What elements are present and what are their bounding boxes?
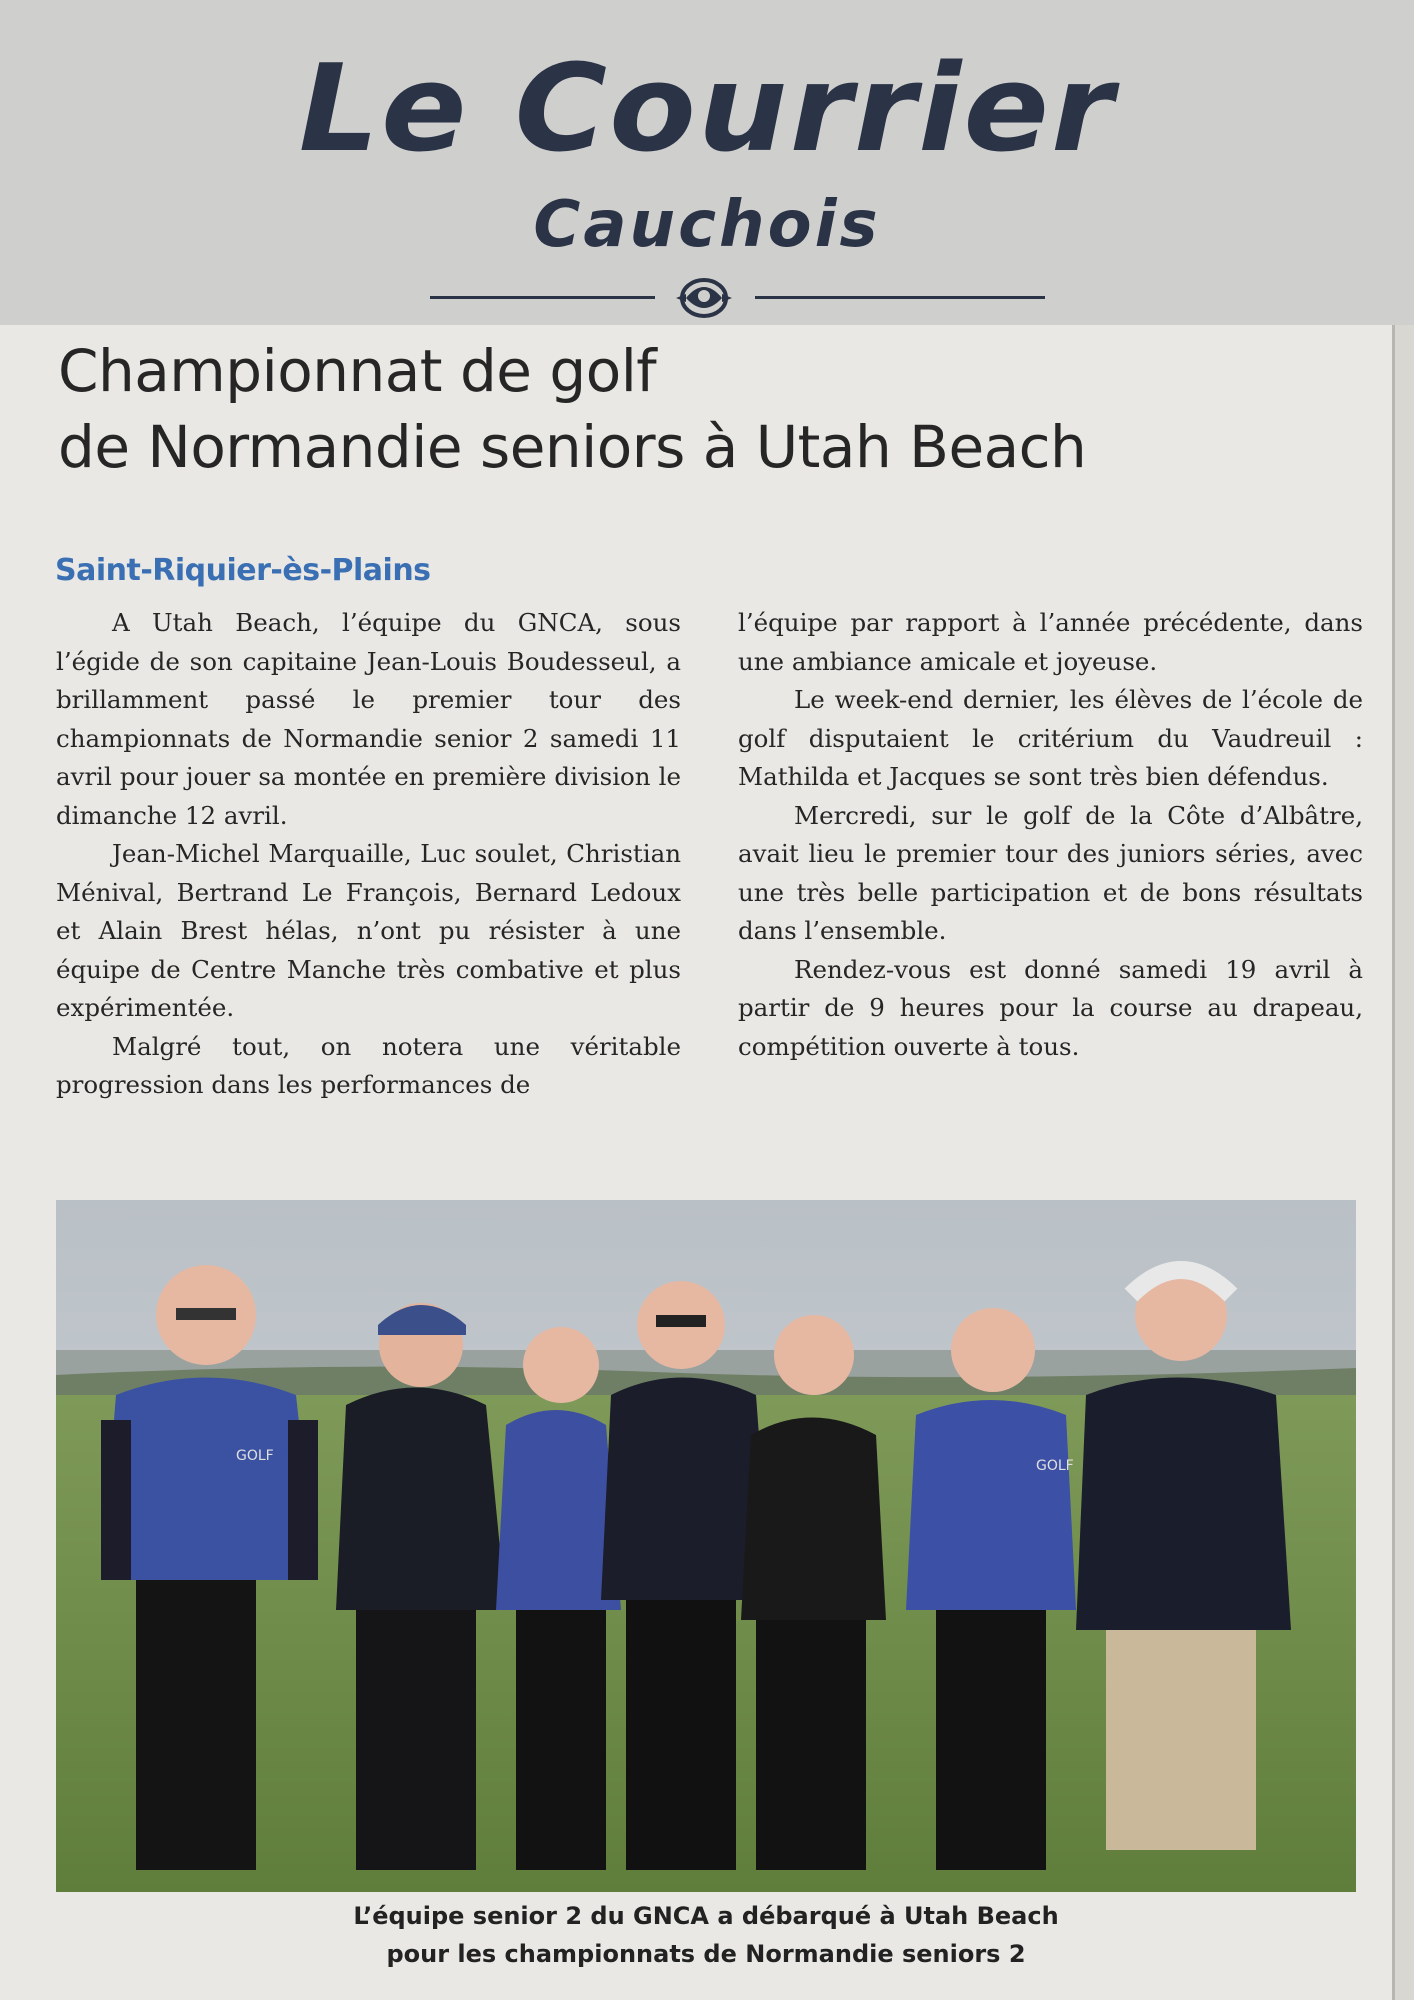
masthead-rule-left — [430, 296, 655, 299]
masthead-subtitle: Cauchois — [533, 188, 881, 262]
paragraph: Malgré tout, on notera une véritable progression dans les performances de — [56, 1031, 681, 1099]
article-column-left — [56, 604, 681, 1105]
paragraph: l’équipe par rapport à l’année précédente, dans une ambiance amicale et joyeuse. — [738, 608, 1363, 676]
paragraph: Jean-Michel Marquaille, Luc soulet, Christian Ménival, Bertrand Le François, Bernard Ledoux et Alain Brest hélas, n’ont pu résister à une équipe de Centre Manche très combative et plus expérimentée. — [56, 839, 681, 1022]
masthead-title: Le Courrier — [298, 40, 1116, 179]
caption-line-1: L’équipe senior 2 du GNCA a débarqué à Utah Beach — [353, 1902, 1059, 1930]
jacket-logo: GOLF — [1036, 1458, 1074, 1474]
paragraph: Le week-end dernier, les élèves de l’école de golf disputaient le critérium du Vaudreuil : Mathilda et Jacques se sont très bien défendus. — [738, 685, 1363, 791]
jacket-logo: GOLF — [236, 1448, 274, 1464]
paragraph: Mercredi, sur le golf de la Côte d’Albâtre, avait lieu le premier tour des juniors séries, avec une très belle participation et de bons résultats dans l’ensemble. — [738, 800, 1363, 945]
masthead-rule-right — [755, 296, 1045, 299]
masthead — [0, 0, 1414, 325]
photo-caption — [56, 1897, 1356, 1973]
paragraph: Rendez-vous est donné samedi 19 avril à partir de 9 heures pour la course au drapeau, compétition ouverte à tous. — [738, 954, 1363, 1061]
caption-line-2: pour les championnats de Normandie seniors 2 — [386, 1940, 1026, 1968]
team-photo — [56, 1200, 1356, 1892]
paragraph: A Utah Beach, l’équipe du GNCA, sous l’égide de son capitaine Jean-Louis Boudesseul, a brillamment passé le premier tour des championnats de Normandie senior 2 samedi 11 avril pour jouer sa montée en première division le dimanche 12 avril. — [56, 608, 681, 830]
headline-line-2: de Normandie seniors à Utah Beach — [58, 413, 1087, 481]
headline-line-1: Championnat de golf — [58, 337, 657, 405]
article-headline — [58, 333, 1358, 485]
article-column-right — [738, 604, 1363, 1066]
newspaper-emblem-icon — [672, 272, 736, 322]
article-location: Saint-Riquier-ès-Plains — [55, 553, 431, 588]
